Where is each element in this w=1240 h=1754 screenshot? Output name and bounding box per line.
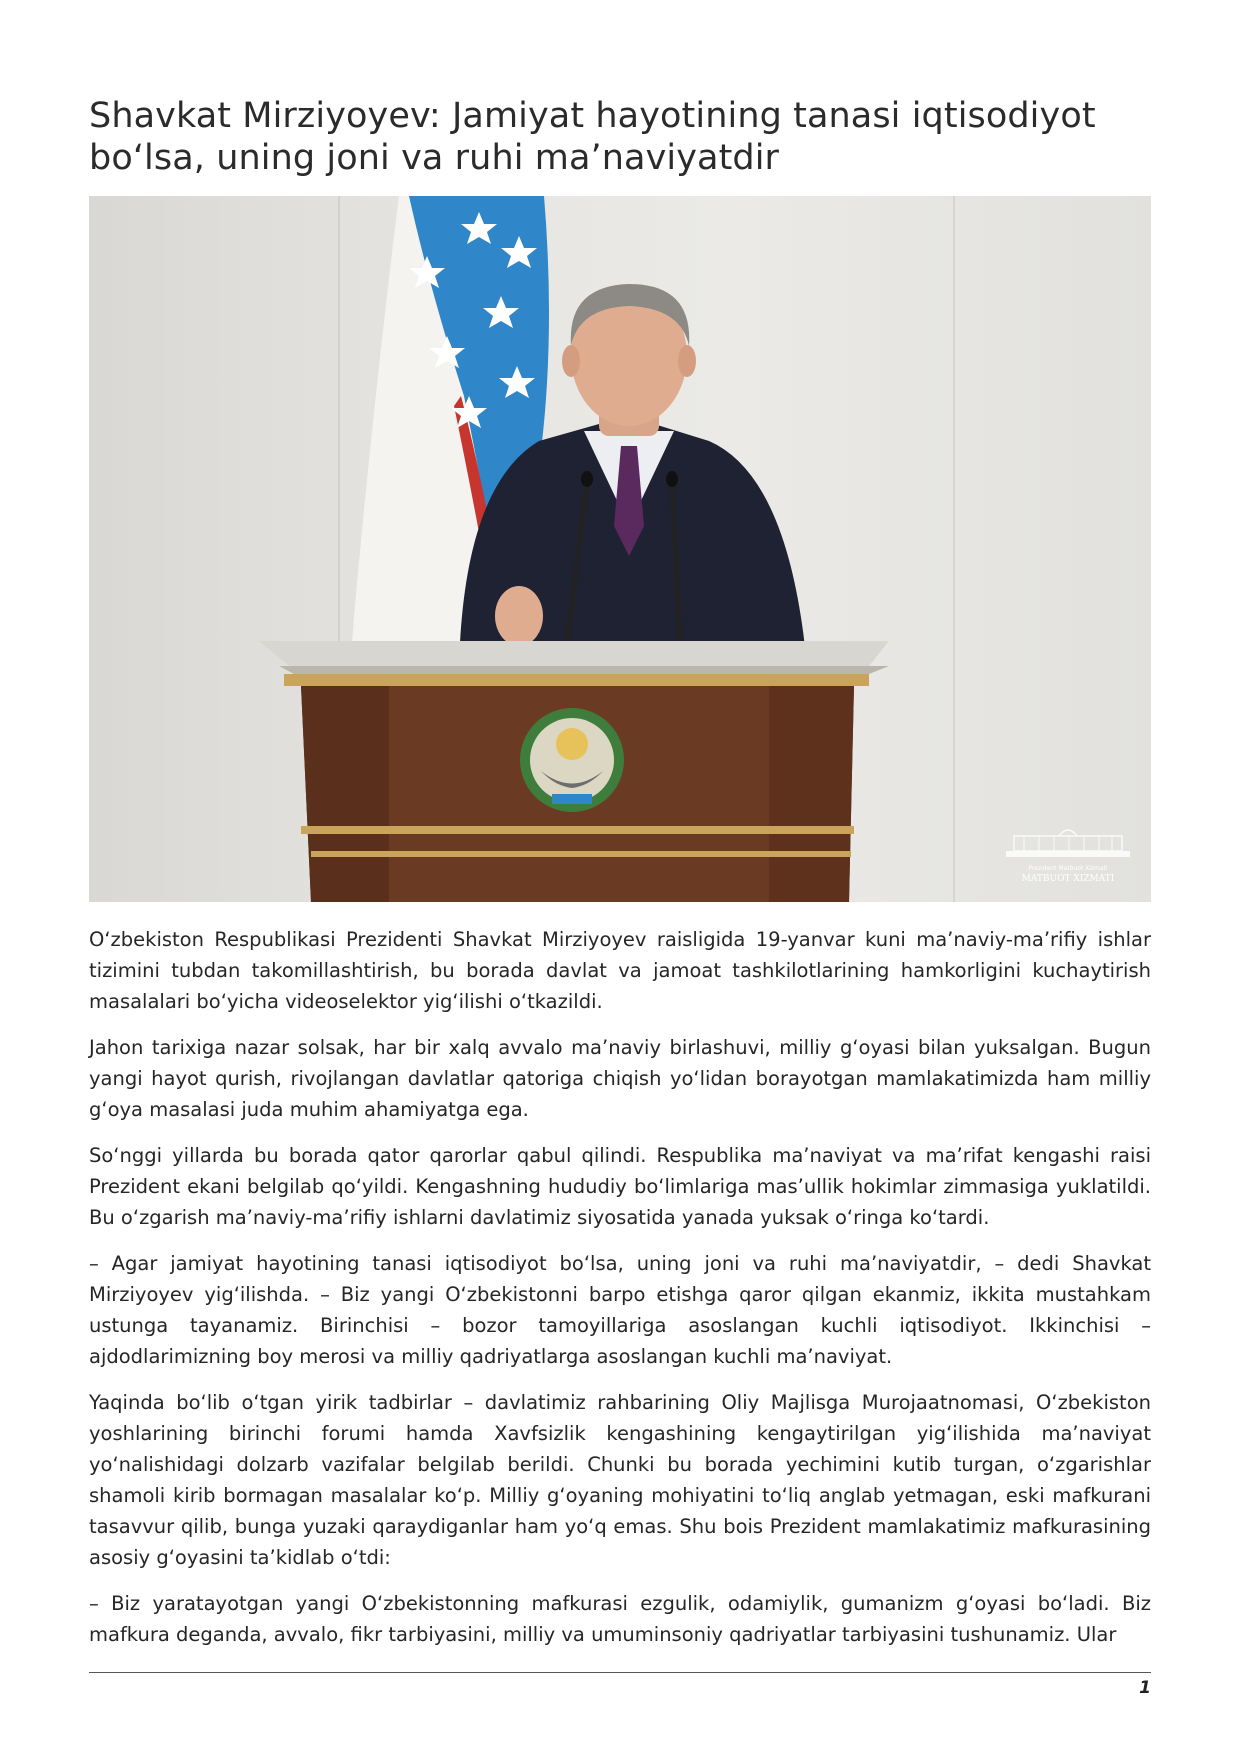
paragraph-6: – Biz yaratayotgan yangi O‘zbekistonning mafkurasi ezgulik, odamiylik, gumanizm g‘oyasi bo‘ladi. Biz mafkura deganda, avvalo, fikr tarbiyasini, milliy va umuminsoniy qadriyatlar tarbiyasini tushunamiz. Ular — [89, 1592, 1151, 1646]
paragraph-5: Yaqinda bo‘lib o‘tgan yirik tadbirlar – davlatimiz rahbarining Oliy Majlisga Murojaatnomasi, O‘zbekiston yoshlarining birinchi forumi hamda Xavfsizlik kengashining kengaytirilgan yig‘ilishida ma’naviyat yo‘nalishidagi dolzarb vazifalar belgilab berildi. Chunki bu borada yechimini kutib turgan, o‘zgarishlar shamoli kirib bormagan masalalar ko‘p. Milliy g‘oyaning mohiyatini to‘liq anglab yetmagan, eski mafkurani tasavvur qilib, bunga yuzaki qaraydiganlar ham yo‘q emas. Shu bois Prezident mamlakatimiz mafkurasining asosiy g‘oyasini ta’kidlab o‘tdi: — [89, 1391, 1151, 1569]
paragraph-2: Jahon tarixiga nazar solsak, har bir xalq avvalo ma’naviy birlashuvi, milliy g‘oyasi bilan yuksalgan. Bugun yangi hayot qurish, rivojlangan davlatlar qatoriga chiqish yo‘lidan borayotgan mamlakatimizda ham milliy g‘oya masalasi juda muhim ahamiyatga ega. — [89, 1036, 1151, 1121]
article-body — [89, 924, 1151, 1650]
watermark-line1: Prezident Matbuot Xizmati — [1028, 865, 1108, 872]
article-photo — [89, 196, 1151, 902]
page-number: 1 — [1139, 1678, 1151, 1698]
paragraph-1: O‘zbekiston Respublikasi Prezidenti Shavkat Mirziyoyev raisligida 19-yanvar kuni ma’naviy-ma’rifiy ishlar tizimini tubdan takomillashtirish, bu borada davlat va jamoat tashkilotlarining hamkorligini kuchaytirish masalalari bo‘yicha videoselektor yig‘ilishi o‘tkazildi. — [89, 928, 1151, 1013]
article-title: Shavkat Mirziyoyev: Jamiyat hayotining tanasi iqtisodiyot bo‘lsa, uning joni va ruhi ma’naviyatdir — [89, 96, 1096, 178]
footer-divider — [89, 1672, 1151, 1673]
press-service-logo-icon — [1006, 830, 1130, 857]
paragraph-3: So‘nggi yillarda bu borada qator qarorlar qabul qilindi. Respublika ma’naviyat va ma’rifat kengashi raisi Prezident ekani belgilab qo‘yildi. Kengashning hududiy bo‘limlariga mas’ullik hokimlar zimmasiga yuklatildi. Bu o‘zgarish ma’naviy-ma’rifiy ishlarni davlatimiz siyosatida yanada yuksak o‘ringa ko‘tardi. — [89, 1144, 1151, 1229]
document-page — [89, 95, 1151, 1665]
speaker-at-podium-illustration — [89, 196, 1151, 902]
watermark-line2: MATBUOT XIZMATI — [1021, 874, 1115, 884]
paragraph-4: – Agar jamiyat hayotining tanasi iqtisodiyot bo‘lsa, uning joni va ruhi ma’naviyatdir, – dedi Shavkat Mirziyoyev yig‘ilishda. – Biz yangi O‘zbekistonni barpo etishga qaror qilgan ekanmiz, ikkita mustahkam ustunga tayanamiz. Birinchisi – bozor tamoyillariga asoslangan kuchli iqtisodiyot. Ikkinchisi – ajdodlarimizning boy merosi va milliy qadriyatlarga asoslangan kuchli ma’naviyat. — [89, 1252, 1151, 1368]
